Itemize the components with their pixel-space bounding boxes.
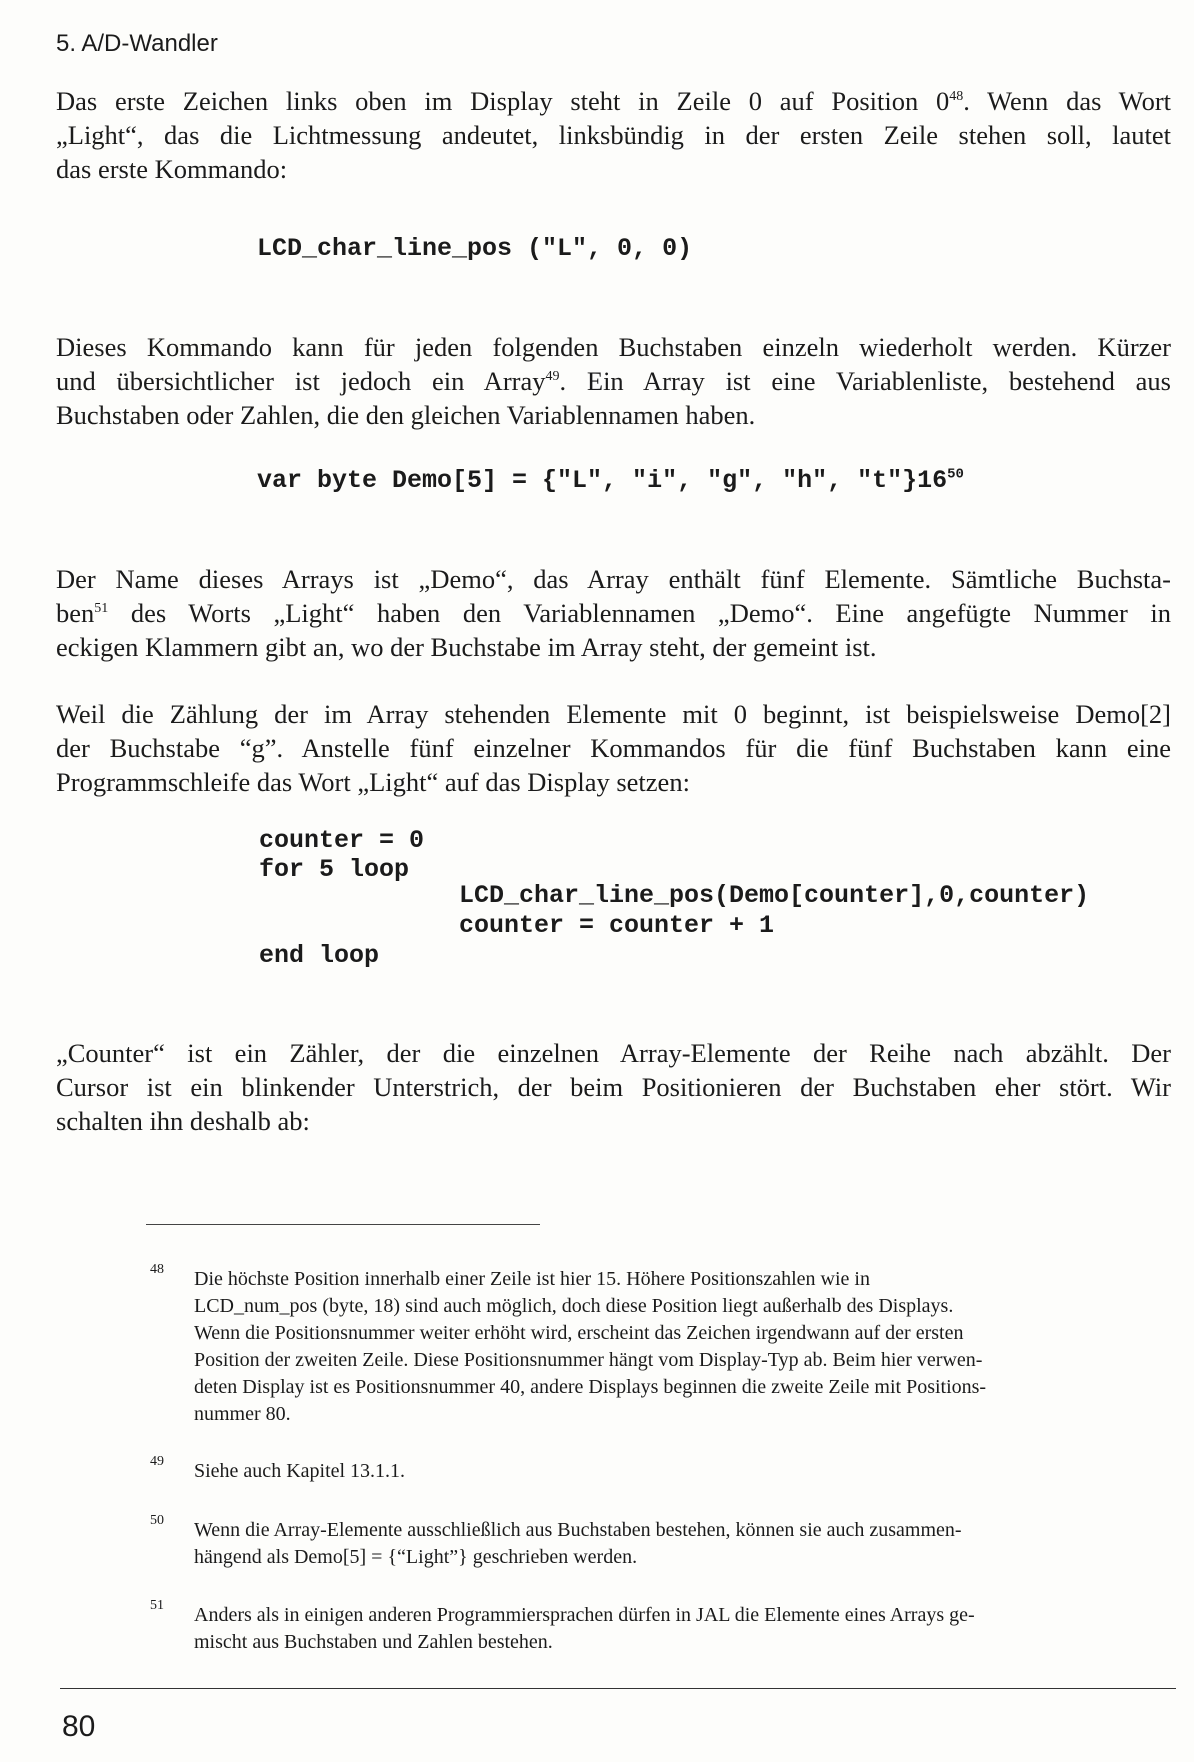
paragraph-line: „Light“, das die Lichtmessung andeutet, linksbündig in der ersten Zeile stehen soll, lautet: [56, 120, 1171, 150]
footnote-divider: [146, 1224, 540, 1225]
footnote-number: 51: [150, 1598, 164, 1613]
code-loop-line: counter = counter + 1: [459, 911, 775, 940]
page-bottom-divider: [60, 1688, 1176, 1689]
paragraph-line: schalten ihn deshalb ab:: [56, 1106, 310, 1136]
code-loop-line: LCD_char_line_pos(Demo[counter],0,counter): [459, 881, 1090, 910]
chapter-heading: 5. A/D-Wandler: [56, 30, 218, 57]
footnote-text: Wenn die Array-Elemente ausschließlich aus Buchstaben bestehen, können sie auch zusammen- hängend als Demo[5] = {“Light”} geschrieben werden.: [194, 1519, 962, 1568]
footnote-number: 49: [150, 1454, 164, 1469]
paragraph-line: Buchstaben oder Zahlen, die den gleichen Variablennamen haben.: [56, 400, 756, 430]
paragraph-line: Dieses Kommando kann für jeden folgenden Buchstaben einzeln wiederholt werden. Kürzer: [56, 332, 1171, 362]
paragraph-line: das erste Kommando:: [56, 154, 288, 184]
paragraph-line: Das erste Zeichen links oben im Display steht in Zeile 0 auf Position $0^{48}$. Wenn das Wort: [56, 86, 1172, 116]
code-loop-line: counter = 0: [259, 826, 425, 855]
paragraph-line: Der Name dieses Arrays ist „Demo“, das Array enthält fünf Elemente. Sämtliche Buchsta-: [56, 564, 1171, 594]
code-loop-line: for 5 loop: [259, 855, 410, 884]
footnote-text: Die höchste Position innerhalb einer Zeile ist hier 15. Höhere Positionszahlen wie in LCD_num_pos (byte, 18) sind auch möglich, doch diese Position liegt außerhalb des Displays. Wenn die Positionsnummer weiter erhöht wird, erscheint das Zeichen irgendwann auf der ersten Position der zweiten Zeile. Diese Positionsnummer hängt vom Display-Typ ab. Beim hier verwen- deten Display ist es Positionsnummer 40, andere Displays beginnen die zweite Zeile mit Positions- nummer 80.: [194, 1268, 987, 1425]
footnote-ref-49[interactable]: 49: [545, 369, 560, 385]
footnote-number: 50: [150, 1513, 164, 1528]
paragraph-loop-intro: [56, 697, 1171, 799]
paragraph-line: Cursor ist ein blinkender Unterstrich, der beim Positionieren der Buchstaben eher stört. Wir: [56, 1072, 1171, 1102]
footnote-ref-50[interactable]: 50: [947, 466, 964, 483]
paragraph-line: Weil die Zählung der im Array stehenden Elemente mit 0 beginnt, ist beispielsweise Demo[2]: [56, 699, 1171, 729]
footnote-text: Anders als in einigen anderen Programmiersprachen dürfen in JAL die Elemente eines Arrays ge- mischt aus Buchstaben und Zahlen bestehen.: [194, 1604, 975, 1653]
footnote-ref-48[interactable]: 48: [949, 89, 964, 105]
code-lcd-char-line-pos: LCD_char_line_pos ("L", 0, 0): [257, 234, 693, 263]
paragraph-counter-cursor: [56, 1036, 1171, 1138]
paragraph-array-name: [56, 562, 1171, 664]
paragraph-line: Programmschleife das Wort „Light“ auf das Display setzen:: [56, 767, 690, 797]
page-number: 80: [62, 1710, 96, 1743]
paragraph-line: „Counter“ ist ein Zähler, der die einzelnen Array-Elemente der Reihe nach abzählt. Der: [56, 1038, 1171, 1068]
footnote-text: Siehe auch Kapitel 13.1.1.: [194, 1460, 406, 1482]
code-array-declaration: var byte Demo[5] = {"L", "i", "g", "h", "$t"\}16^{50}$: [257, 466, 964, 495]
footnote-ref-51[interactable]: 51: [94, 601, 109, 617]
paragraph-line: ben$^{51}$ des Worts „Light“ haben den Variablennamen „Demo“. Eine angefügte Nummer in: [56, 598, 1171, 628]
paragraph-array-intro: [56, 330, 1171, 432]
paragraph-display-position: [56, 84, 1171, 186]
paragraph-line: der Buchstabe “g”. Anstelle fünf einzelner Kommandos für die fünf Buchstaben kann eine: [56, 733, 1171, 763]
footnote-number: 48: [150, 1262, 164, 1277]
paragraph-line: und übersichtlicher ist jedoch ein Array$^{49}$. Ein Array ist eine Variablenliste, bestehend aus: [56, 366, 1171, 396]
paragraph-line: eckigen Klammern gibt an, wo der Buchstabe im Array steht, der gemeint ist.: [56, 632, 877, 662]
code-loop-line: end loop: [259, 941, 380, 970]
